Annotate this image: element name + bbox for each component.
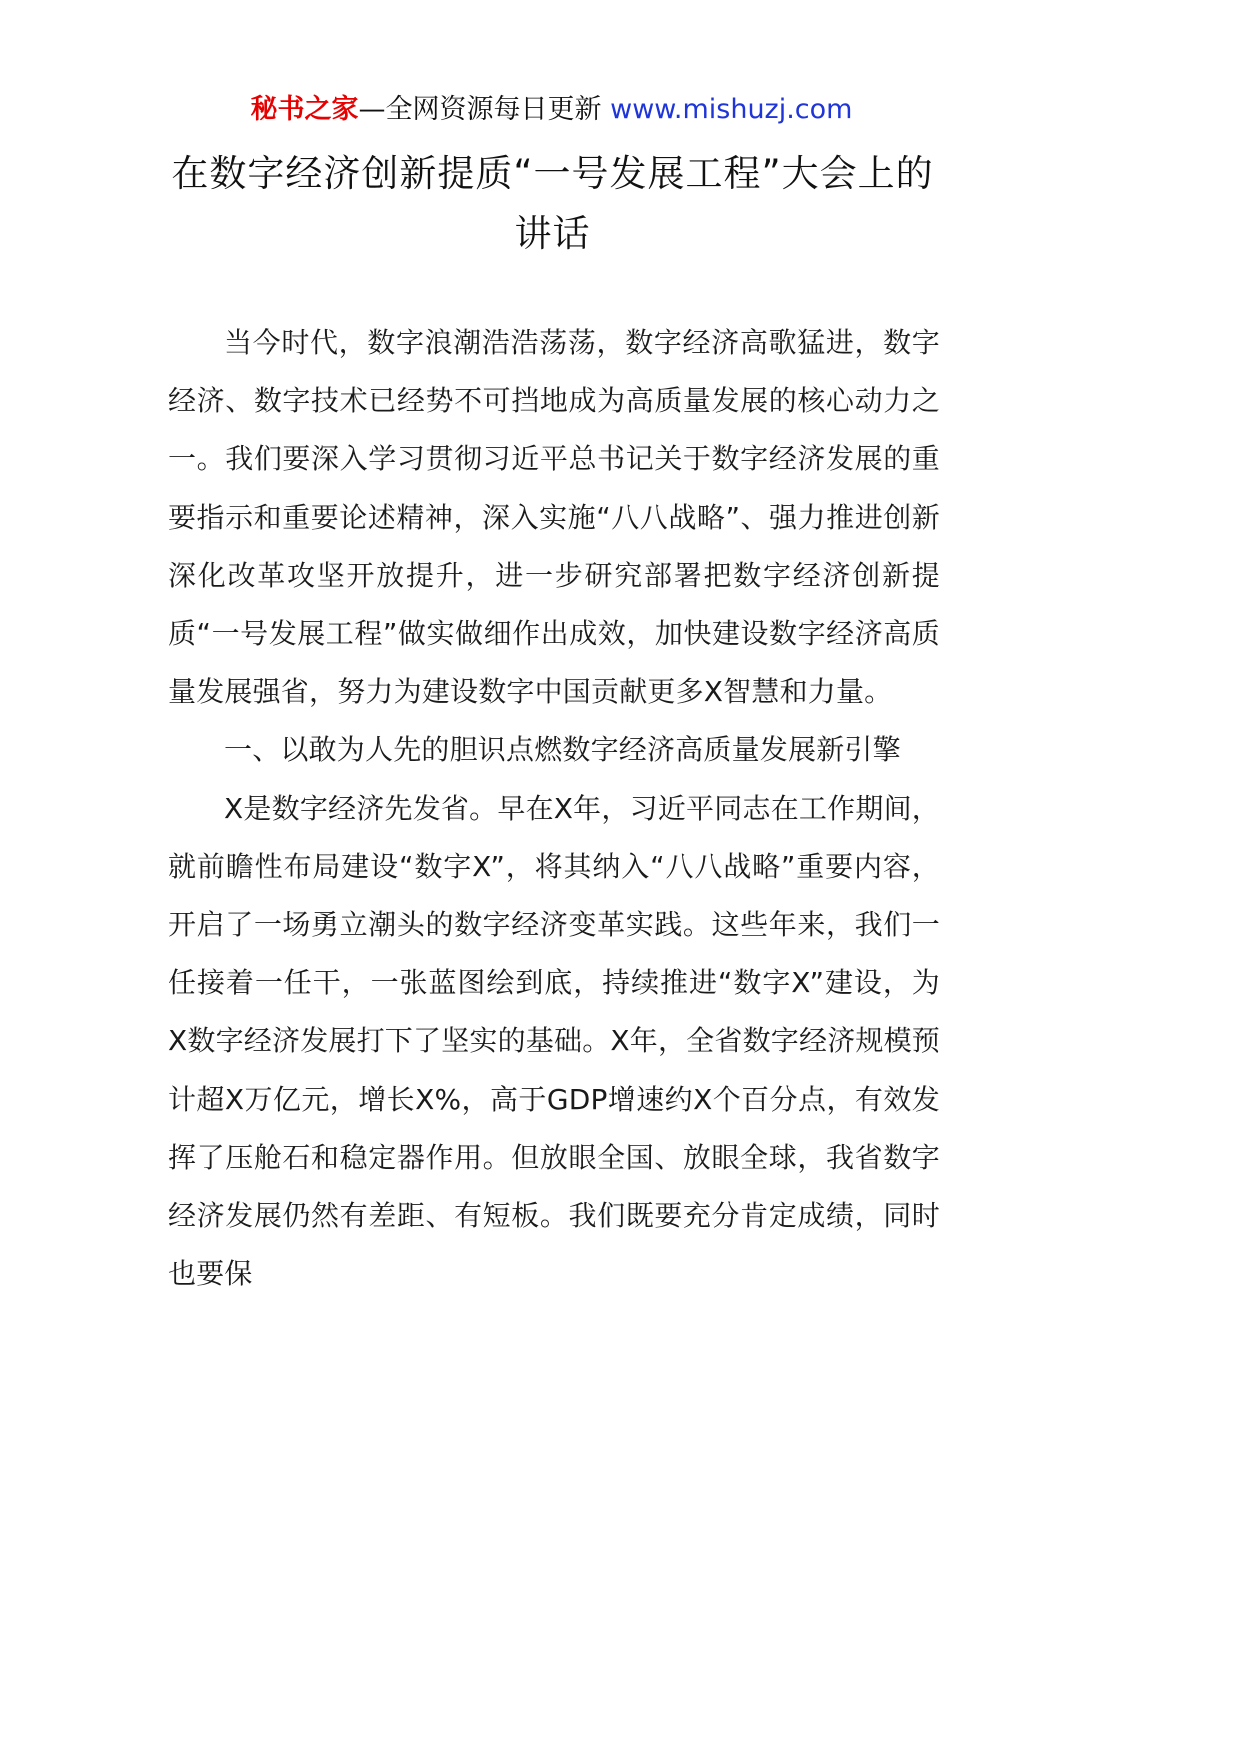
- body-paragraph-section-1: X是数字经济先发省。早在X年，习近平同志在工作期间，就前瞻性布局建设“数字X”，将其纳入“八八战略”重要内容，开启了一场勇立潮头的数字经济变革实践。这些年来，我们一任接着一任干，一张蓝图绘到底，持续推进“数字X”建设，为X数字经济发展打下了坚实的基础。X年，全省数字经济规模预计超X万亿元，增长X%，高于GDP增速约X个百分点，有效发挥了压舱石和稳定器作用。但放眼全国、放眼全球，我省数字经济发展仍然有差距、有短板。我们既要充分肯定成绩，同时也要保: [168, 791, 940, 1291]
- banner-slogan: —全网资源每日更新: [358, 94, 611, 125]
- site-url-link[interactable]: www.mishuzj.com: [610, 94, 853, 125]
- document-body: [168, 314, 940, 1303]
- brand-name: 秘书之家: [250, 94, 359, 125]
- document-title: 在数字经济创新提质“一号发展工程”大会上的讲话: [171, 152, 934, 255]
- site-banner: [0, 92, 1103, 128]
- body-paragraph-intro: 当今时代，数字浪潮浩浩荡荡，数字经济高歌猛进，数字经济、数字技术已经势不可挡地成为高质量发展的核心动力之一。我们要深入学习贯彻习近平总书记关于数字经济发展的重要指示和重要论述精神，深入实施“八八战略”、强力推进创新深化改革攻坚开放提升，进一步研究部署把数字经济创新提质“一号发展工程”做实做细作出成效，加快建设数字经济高质量发展强省，努力为建设数字中国贡献更多X智慧和力量。: [168, 326, 940, 709]
- section-heading-1: 一、以敢为人先的胆识点燃数字经济高质量发展新引擎: [224, 733, 901, 767]
